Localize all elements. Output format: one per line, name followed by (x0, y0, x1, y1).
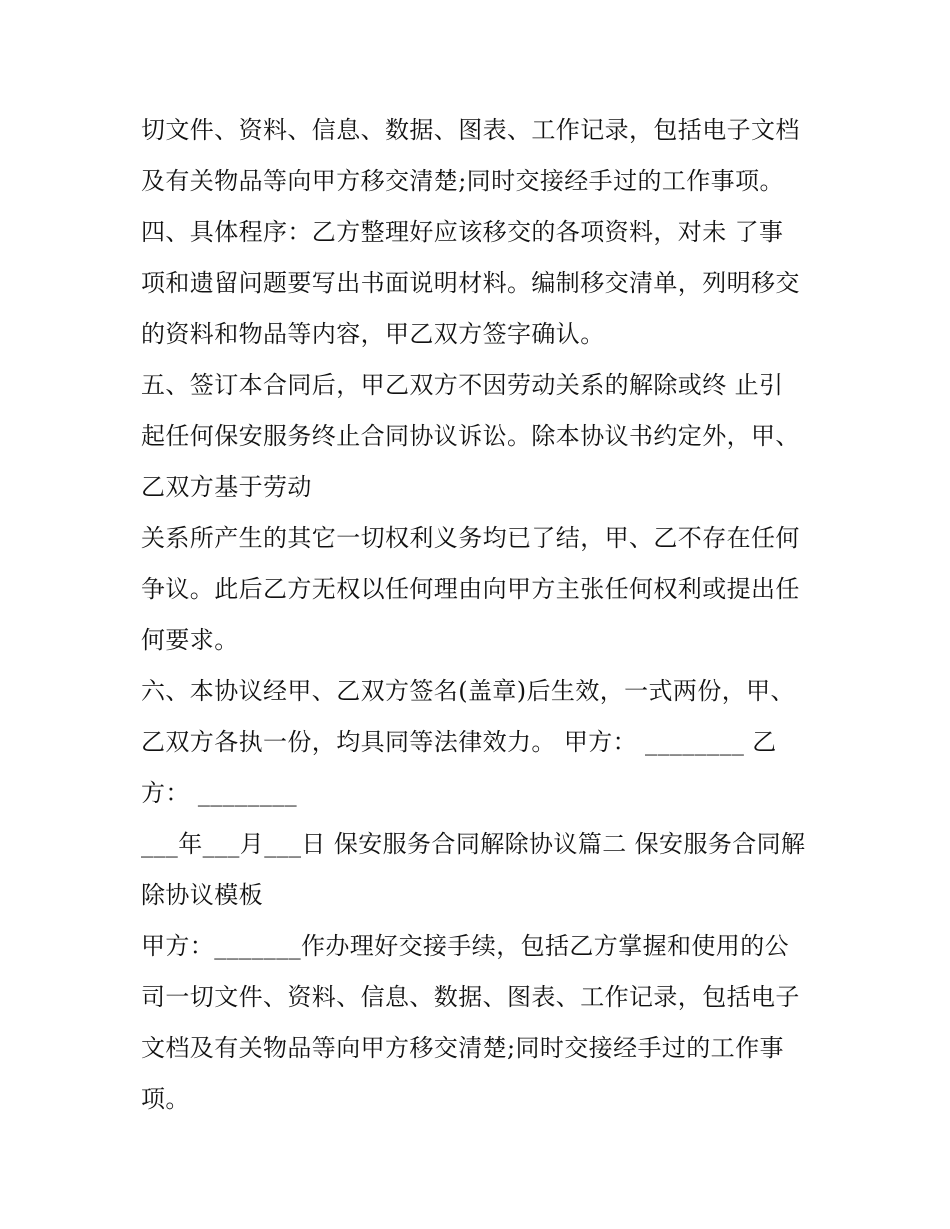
text-line: ___年___月___日 保安服务合同解除协议篇二 保安服务合同解 (141, 830, 806, 858)
text-line: 及有关物品等向甲方移交清楚;同时交接经手过的工作事项。 (141, 167, 784, 195)
text-line: 乙双方基于劳动 (141, 473, 312, 501)
text-line: 关系所产生的其它一切权利义务均已了结，甲、乙不存在任何 (141, 524, 800, 552)
text-line: 五、签订本合同后，甲乙双方不因劳动关系的解除或终 止引 (141, 371, 784, 399)
text-line: 项。 (141, 1085, 190, 1113)
text-line: 甲方：_______作办理好交接手续，包括乙方掌握和使用的公 (141, 932, 789, 960)
text-line: 方： ________ (141, 779, 298, 807)
text-line: 切文件、资料、信息、数据、图表、工作记录，包括电子文档 (141, 116, 800, 144)
text-line: 文档及有关物品等向甲方移交清楚;同时交接经手过的工作事 (141, 1034, 784, 1062)
text-line: 司一切文件、资料、信息、数据、图表、工作记录，包括电子 (141, 983, 800, 1011)
document-body (141, 105, 831, 1125)
text-line: 何要求。 (141, 626, 239, 654)
text-line: 项和遗留问题要写出书面说明材料。编制移交清单，列明移交 (141, 269, 800, 297)
text-line: 的资料和物品等内容，甲乙双方签字确认。 (141, 320, 605, 348)
text-line: 争议。此后乙方无权以任何理由向甲方主张任何权利或提出任 (141, 575, 800, 603)
text-line: 起任何保安服务终止合同协议诉讼。除本协议书约定外，甲、 (141, 422, 800, 450)
text-line: 乙双方各执一份，均具同等法律效力。 甲方： ________ 乙 (141, 728, 777, 756)
text-line: 六、本协议经甲、乙双方签名(盖章)后生效，一式两份，甲、 (141, 677, 795, 705)
text-line: 除协议模板 (141, 881, 263, 909)
text-line: 四、具体程序：乙方整理好应该移交的各项资料，对未 了事 (141, 218, 784, 246)
